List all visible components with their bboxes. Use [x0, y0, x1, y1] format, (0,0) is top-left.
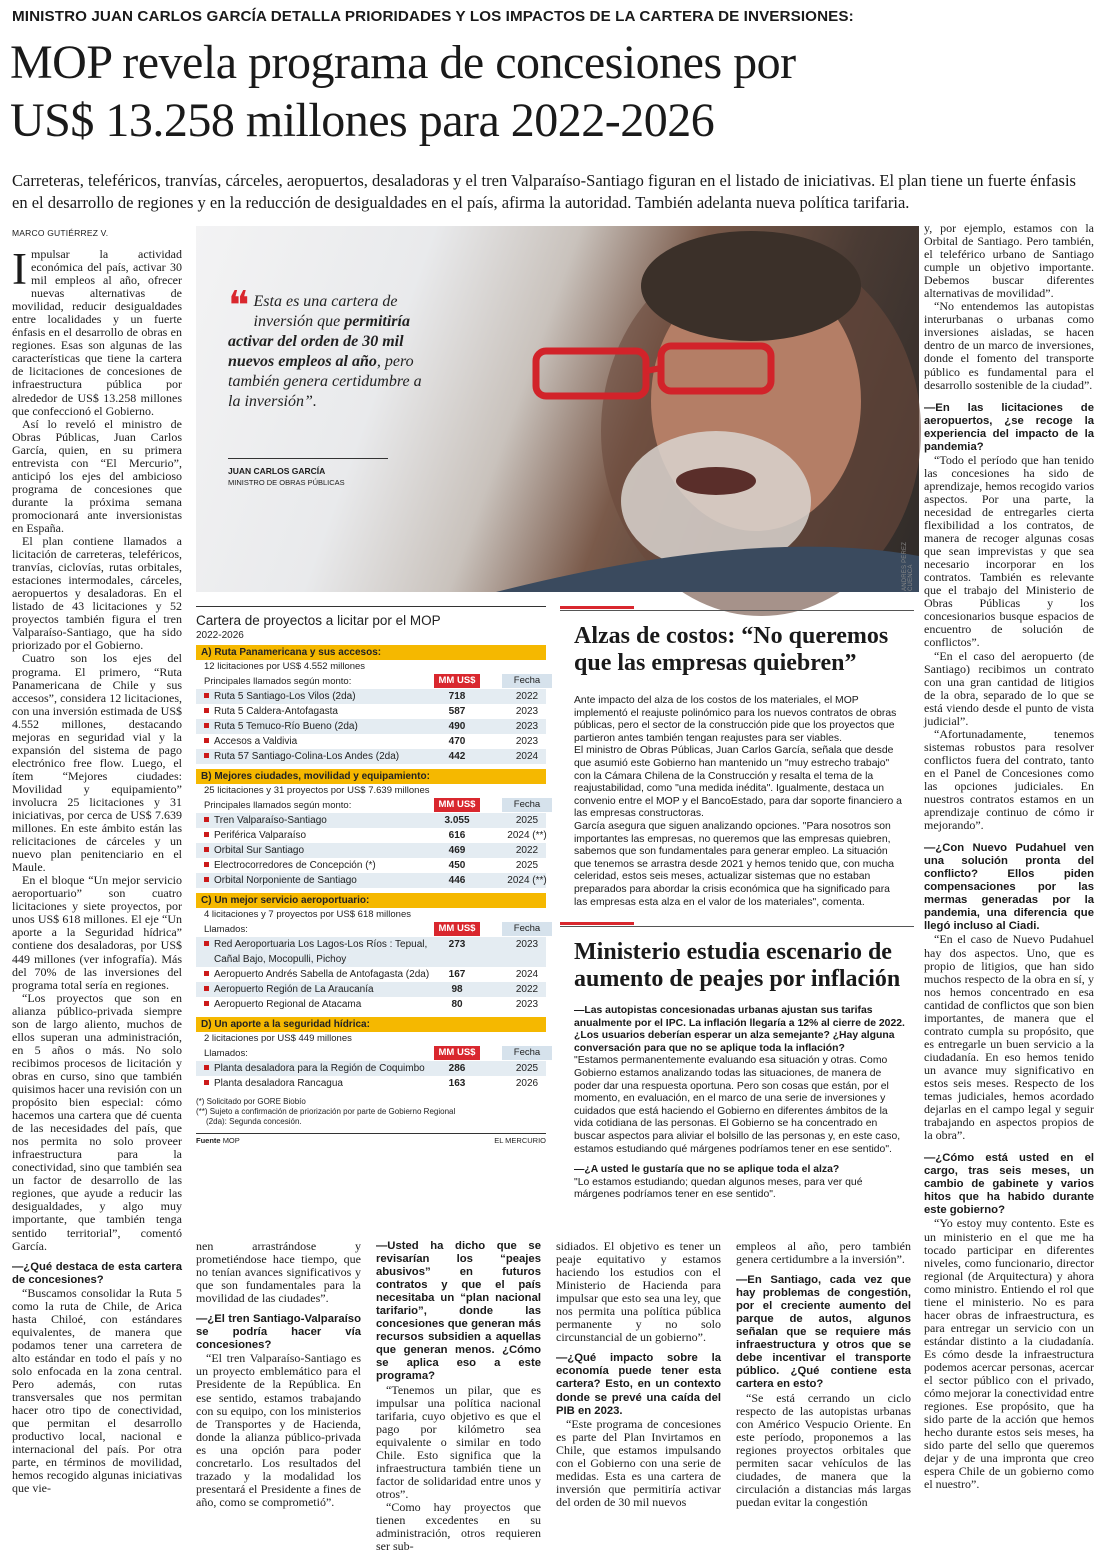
quote-author: JUAN CARLOS GARCÍA	[228, 466, 326, 476]
sidebar-tolls	[560, 922, 914, 1222]
section-summary: 12 licitaciones por US$ 4.552 millones	[204, 661, 366, 672]
section-title: B) Mejores ciudades, movilidad y equipamiento:	[196, 769, 546, 784]
paragraph: En el bloque “Un mejor servicio aeroportuario” son cuatro licitaciones y siete proyectos, por unos US$ 618 millones. El eje “Un aporte a la Seguridad hídrica” contiene dos desaladoras, por US$ 449 millones (ver infografía). Más del 70% de las inversiones del programa total sería en regiones.	[12, 873, 182, 992]
project-name-cont: Cañal Bajo, Mocopulli, Pichoy	[214, 954, 347, 965]
project-name: Ruta 5 Temuco-Río Bueno (2da)	[204, 719, 358, 734]
sidebar-body	[560, 1005, 914, 1202]
project-value: 167	[448, 969, 466, 980]
paragraph: “El tren Valparaíso-Santiago es un proyecto emblemático para el Presidente de la República. En ese sentido, estamos trabajando con su equipo, con los ministerios de Transportes y de Hacienda, donde la alianza público-privada es una opción para poder concretarlo. Los resultados del trazado y la modalidad los presentará el Presidente a fines de año, como se comprometió”.	[196, 1351, 361, 1509]
paragraph: “Se está cerrando un ciclo respecto de las autopistas urbanas con Américo Vespucio Oriente. En este período, proponemos a las regiones proyectos orbitales que permiten sacar vehículos de las ciudades, de manera que la circulación a distancias más largas puedan evitar la congestión	[736, 1390, 911, 1509]
sidebar-title: Alzas de costos: “No queremos que las empresas quiebren”	[574, 623, 889, 676]
bottom-column-2	[376, 1240, 541, 1553]
project-value: 616	[448, 830, 466, 841]
note: (*) Solicitado por GORE Biobío	[196, 1097, 306, 1106]
project-value: 490	[448, 721, 466, 732]
project-year: 2022	[515, 984, 539, 995]
project-year: 2024 (**)	[507, 875, 547, 886]
table-row	[196, 1061, 546, 1076]
project-year: 2025	[515, 860, 539, 871]
question: —¿Cómo está usted en el cargo, tras seis meses, un cambio de gabinete y varios hitos que ha habido durante este gobierno?	[924, 1152, 1094, 1217]
project-value: 450	[448, 860, 466, 871]
paragraph: “Como hay proyectos que tienen excedentes en su administración, otros requieren ser sub-	[376, 1499, 541, 1553]
project-value: 587	[448, 706, 466, 717]
section-title: D) Un aporte a la seguridad hídrica:	[196, 1017, 546, 1032]
quote-text-a: Esta es una cartera de inversión que	[253, 293, 398, 330]
table-row	[196, 967, 546, 982]
table-section	[196, 645, 546, 764]
project-name: Red Aeroportuaria Los Lagos-Los Ríos : Tepual,	[204, 937, 427, 952]
source: MOP	[222, 1136, 240, 1145]
project-value: 3.055	[444, 815, 470, 826]
bottom-column-4	[736, 1240, 911, 1510]
table-section	[196, 769, 546, 888]
project-year: 2024 (**)	[507, 830, 547, 841]
section-summary: 2 licitaciones por US$ 449 millones	[204, 1033, 352, 1044]
quote-role: MINISTRO DE OBRAS PÚBLICAS	[228, 478, 345, 487]
table-row	[196, 1076, 546, 1091]
table-title: Cartera de proyectos a licitar por el MOP	[196, 613, 441, 628]
bottom-column-3	[556, 1240, 721, 1510]
project-year: 2024	[515, 969, 539, 980]
paragraph: empleos al año, pero también genera certidumbre a la inversión”.	[736, 1239, 911, 1267]
left-column	[12, 244, 182, 1510]
sidebar-accent	[560, 606, 634, 609]
project-name: Orbital Norponiente de Santiago	[204, 873, 357, 888]
table-row	[196, 937, 546, 967]
paragraph: “Tenemos un pilar, que es impulsar una política nacional tarifaria, cuyo objetivo es que el pago por kilómetro sea equivalente o similar en todo Chile. Esto significa que la infraestructura también tiene un factor de solidaridad entre unos y otros”.	[376, 1382, 541, 1501]
project-year: 2023	[515, 939, 539, 950]
paragraph: “Todo el período que han tenido las concesiones ha sido de aprendizaje, hemos recogido varios aspectos. Por una parte, la necesidad de entregarles cierta flexibilidad a los contratos, de manera de recoger algunas cosas que sean imprevistas y que sea necesario incorporar en los contratos. También es relevante que el trabajo del Ministerio de Obras Públicas y los concesionarios busque espacios de encuentro de solución de conflictos”.	[924, 452, 1094, 650]
paragraph: “Buscamos consolidar la Ruta 5 como la ruta de Chile, de Arica hasta Chiloé, con estándares equivalentes, de manera que podamos tener una carretera de alto estándar en todo el país y no solo enfocada en la zona central. Pero además, con rutas transversales que nos permitan hacer otro tipo de conectividad, que permitan el desarrollo productivo local, nacional e internacional del país. Por otra parte, en términos de movilidad, hemos recogido algunas iniciativas que vie-	[12, 1285, 182, 1496]
paragraph: “No entendemos las autopistas interurbanas o urbanas como inversiones aisladas, se hacen dentro de un marco de inversiones, donde el fomento del transporte público es fundamental para el desarrollo sostenible de la ciudad”.	[924, 299, 1094, 392]
table-row	[196, 749, 546, 764]
table-subtitle: 2022-2026	[196, 630, 244, 641]
pull-quote	[228, 283, 438, 492]
project-value: 98	[451, 984, 463, 995]
headline-line-2: US$ 13.258 millones para 2022-2026	[10, 94, 715, 147]
mm-header: MM US$	[434, 798, 480, 812]
question: —¿El tren Santiago-Valparaíso se podría hacer vía concesiones?	[196, 1313, 361, 1352]
photo-credit: ANDRÉS PÉREZ CUENCA	[902, 541, 914, 591]
fecha-header: Fecha	[502, 922, 552, 936]
section-summary: 25 licitaciones y 31 proyectos por US$ 7.639 millones	[204, 785, 430, 796]
project-year: 2023	[515, 721, 539, 732]
table-section	[196, 893, 546, 1012]
paragraph: El plan contiene llamados a licitación de carreteras, teleféricos, tranvías, ciclovías, rutas orbitales, estaciones intermodales, cárceles, aeropuertos y desaladoras. En el listado de 43 licitaciones y 52 proyectos también figura el tren Valparaíso-Santiago, que ha sido priorizado por el Gobierno.	[12, 534, 182, 653]
credit: EL MERCURIO	[494, 1136, 546, 1145]
project-value: 80	[451, 999, 463, 1010]
project-name: Electrocorredores de Concepción (*)	[204, 858, 376, 873]
question: —¿Qué impacto sobre la economía puede tener esta cartera? Esto, en un contexto donde se prevé una caída del PIB en 2023.	[556, 1352, 721, 1417]
minister-photo	[196, 226, 919, 592]
project-name: Planta desaladora para la Región de Coquimbo	[204, 1061, 425, 1076]
paragraph: sidiados. El objetivo es tener un peaje equitativo y estamos haciendo los estudios con el Ministerio de Hacienda para impulsar que esto sea una ley, que nos permita una política pública permanente y no solo circunstancial de un gobierno”.	[556, 1239, 721, 1345]
section-title: A) Ruta Panamericana y sus accesos:	[196, 645, 546, 660]
project-name: Ruta 57 Santiago-Colina-Los Andes (2da)	[204, 749, 399, 764]
source-label: Fuente	[196, 1136, 221, 1145]
question: —En las licitaciones de aeropuertos, ¿se recoge la experiencia del impacto de la pandemia?	[924, 401, 1094, 453]
project-year: 2024	[515, 751, 539, 762]
table-row	[196, 734, 546, 749]
paragraph: "Lo estamos estudiando; quedan algunos meses, para ver qué márgenes podríamos tener en ese sentido".	[574, 1176, 863, 1201]
paragraph: Ante impacto del alza de los costos de los materiales, el MOP implementó el reajuste polinómico para los nuevos contratos de obras públicas, pero el sector de la construcción pide que los proyectos que partieron antes también tengan reajustes para ser viables.	[574, 695, 897, 744]
sidebar-costs	[560, 606, 914, 908]
question: —¿Qué destaca de esta cartera de concesiones?	[12, 1260, 182, 1286]
project-name: Aeropuerto Región de La Araucanía	[204, 982, 374, 997]
quote-mark-icon: ❝	[228, 283, 250, 328]
paragraph: “En el caso del aeropuerto (de Santiago) recibimos un contrato con una gran cantidad de litigios de la obra, separado de lo que se está viendo desde el punto de vista judicial”.	[924, 648, 1094, 728]
project-value: 470	[448, 736, 466, 747]
section-label: Llamados:	[204, 924, 248, 935]
paragraph: Cuatro son los ejes del programa. El primero, “Ruta Panamericana de Chile y sus accesos”, considera 12 licitaciones, con una inversión estimada de US$ 4.552 millones, destacando mejoras en seguridad vial y la expansión del sistema de pago electrónico free flow. Luego, el ítem “Mejores ciudades: Movilidad y equipamiento” involucra 25 licitaciones y 31 iniciativas, por cerca de US$ 7.639 millones. En este ámbito están las relicitaciones de cárceles y un nuevo plan penitenciario en el Maule.	[12, 651, 182, 875]
project-year: 2025	[515, 815, 539, 826]
project-year: 2023	[515, 706, 539, 717]
project-name: Aeropuerto Andrés Sabella de Antofagasta (2da)	[204, 967, 429, 982]
table-row	[196, 843, 546, 858]
note: (**) Sujeto a confirmación de priorización por parte de Gobierno Regional	[196, 1107, 456, 1116]
section-label: Principales llamados según monto:	[204, 676, 352, 687]
paragraph: “En el caso de Nuevo Pudahuel hay dos aspectos. Uno, que es propio de litigios, que han sido muchos respecto de la obra en sí, y nos hemos concentrado en esa cantidad de conflictos que son bien importantes, de manera que el contrato cumpla su propósito, que es entregarle un buen servicio a la ciudadanía. En eso hemos tenido un avance muy significativo en estos seis meses. Respecto de los temas judiciales, hemos acordado dejarlas en el campo legal y seguir trabajando en aspectos propios de la obra”.	[924, 932, 1094, 1143]
paragraph: “Afortunadamente, tenemos sistemas robustos para resolver conflictos fuera del contrato, tanto en el Panel de Concesiones como las opciones judiciales. En nuestros contratos estamos en un aprendizaje continuo de cómo ir mejorando”.	[924, 726, 1094, 833]
paragraph: “Este programa de concesiones es parte del Plan Invirtamos en Chile, que estamos impulsando con el Gobierno con una serie de medidas. Esta es una cartera de inversión que permitiría activar del orden de 30 mil nuevos	[556, 1416, 721, 1509]
project-year: 2025	[515, 1063, 539, 1074]
fecha-header: Fecha	[502, 798, 552, 812]
section-label: Principales llamados según monto:	[204, 800, 352, 811]
question: —¿A usted le gustaría que no se aplique toda el alza?	[574, 1164, 840, 1176]
project-year: 2023	[515, 999, 539, 1010]
project-year: 2022	[515, 691, 539, 702]
paragraph: mpulsar la actividad económica del país, activar 30 mil empleos al año, ofrecer nuevas alternativas de movilidad, reducir desigualdades entre localidades y un fuerte énfasis en el desarrollo de obras en regiones. Esas son algunas de las características que tiene la cartera de licitaciones de concesiones de infraestructura pública por alrededor de US$ 13.258 millones que confeccionó el Gobierno.	[12, 247, 182, 418]
dropcap: I	[12, 244, 27, 294]
project-value: 718	[448, 691, 466, 702]
project-name: Ruta 5 Caldera-Antofagasta	[204, 704, 338, 719]
mm-header: MM US$	[434, 922, 480, 936]
project-value: 469	[448, 845, 466, 856]
fecha-header: Fecha	[502, 674, 552, 688]
paragraph: "Estamos permanentemente evaluando esa situación y otras. Como Gobierno estamos analizando todas las situaciones, de manera de poder dar una respuesta oportuna. Pero son cosas que están, por el momento, en evaluación, en el marco de una serie de inversiones y cuidados que está haciendo el Gobierno en diferentes ámbitos de la vida cotidiana de las personas. El Gobierno se ha concentrado en buscar aspectos para aliviar el bolsillo de las personas y, en este caso, estamos estudiando qué márgenes podríamos tener en ese sentido".	[574, 1055, 901, 1155]
project-value: 286	[448, 1063, 466, 1074]
project-name: Orbital Sur Santiago	[204, 843, 304, 858]
project-value: 446	[448, 875, 466, 886]
sidebar-accent	[560, 922, 634, 925]
sidebar-body	[560, 695, 914, 909]
project-name: Aeropuerto Regional de Atacama	[204, 997, 361, 1012]
project-name: Tren Valparaíso-Santiago	[204, 813, 327, 828]
project-name: Periférica Valparaíso	[204, 828, 306, 843]
paragraph: “Los proyectos que son en alianza público-privada siempre son de largo aliento, muchos de ellos superan una administración, en 5 años o más. No solo recibimos procesos de licitación y obras en curso, sino que también quisimos hacer una revisión con un propósito bien especial: cómo hacemos una cartera que dé cuenta de las necesidades del país, que nos permita no solo proveer infraestructura para la conectividad, sino que también sea un factor de desarrollo de las regiones, que ayude a reducir las desigualdades, y algo muy importante, que también tenga sentido territorial”, comentó García.	[12, 990, 182, 1253]
project-year: 2026	[515, 1078, 539, 1089]
note: (2da): Segunda concesión.	[206, 1117, 302, 1126]
quote-divider	[228, 458, 388, 459]
question: —¿Con Nuevo Pudahuel ven una solución pronta del conflicto? Ellos piden compensaciones por las mermas generadas por la pandemia, una diferencia que llegó incluso al Ciadi.	[924, 842, 1094, 933]
table-notes	[196, 1097, 546, 1127]
paragraph: El ministro de Obras Públicas, Juan Carlos García, señala que desde que asumió este Gobierno han mantenido un "muy estrecho trabajo" con la Cámara Chilena de la Construcción y resalta el tema de la reajustabilidad, como "una medida inédita". Igualmente, destaca un convenio entre el MOP y el BancoEstado, para dar soporte financiero a las empresas constructoras.	[574, 745, 902, 820]
paragraph: y, por ejemplo, estamos con la Orbital de Santiago. Pero también, el teleférico urbano de Santiago cumple un objetivo importante. Debemos buscar diferentes alternativas de movilidad”.	[924, 221, 1094, 301]
paragraph: Así lo reveló el ministro de Obras Públicas, Juan Carlos García, quien, en su primera entrevista con “El Mercurio”, anticipó los ejes del ambicioso programa de concesiones que durante la próxima semana promocionará ante inversionistas en España.	[12, 416, 182, 535]
project-value: 163	[448, 1078, 466, 1089]
project-name: Planta desaladora Rancagua	[204, 1076, 343, 1091]
sidebar-title: Ministerio estudia escenario de aumento de peajes por inflación	[574, 939, 901, 992]
table-section	[196, 1017, 546, 1091]
question: —Las autopistas concesionadas urbanas ajustan sus tarifas anualmente por el IPC. La inflación llegaría a 12% al cierre de 2022. ¿Los usuarios deberían esperar un alza semejante? ¿Hay alguna conversación para que no se aplique toda la inflación?	[574, 1005, 905, 1054]
table-row	[196, 858, 546, 873]
projects-table	[196, 606, 546, 1218]
section-summary: 4 licitaciones y 7 proyectos por US$ 618 millones	[204, 909, 411, 920]
table-row	[196, 813, 546, 828]
mm-header: MM US$	[434, 1046, 480, 1060]
project-value: 273	[448, 939, 466, 950]
project-year: 2023	[515, 736, 539, 747]
right-column	[924, 222, 1094, 1510]
table-row	[196, 719, 546, 734]
question: —Usted ha dicho que se revisarían los “peajes abusivos” en futuros contratos y que el país necesitaba un “plan nacional tarifario”, donde las concesiones que generan más recursos subsidien a aquellas que generan menos. ¿Cómo se aplica eso a este programa?	[376, 1240, 541, 1383]
table-row	[196, 982, 546, 997]
paragraph: García asegura que siguen analizando opciones. "Para nosotros son importantes las empresas, no queremos que las empresas quiebren, sabemos que son fundamentales para generar empleo. La situación que tenemos se arrastra desde 2021 y hemos tenido que, con mucha celeridad, estos seis meses, actualizar sistemas que no estaban preparados para abordar la crisis económica que ha significado para las empresas esta alza en el valor de los materiales", comenta.	[574, 820, 894, 908]
paragraph: nen arrastrándose y prometiéndose hace tiempo, que no tenían avances significativos y que son fundamentales para la movilidad de las ciudades”.	[196, 1239, 361, 1306]
table-row	[196, 704, 546, 719]
table-row	[196, 689, 546, 704]
project-name: Ruta 5 Santiago-Los Vilos (2da)	[204, 689, 356, 704]
project-value: 442	[448, 751, 466, 762]
byline: MARCO GUTIÉRREZ V.	[12, 228, 109, 238]
quote-text-c: , pero también genera certidumbre a la inversión”.	[228, 353, 422, 410]
table-row	[196, 873, 546, 888]
paragraph: “Yo estoy muy contento. Este es un ministerio en el que me ha tocado participar en diferentes niveles, como funcionario, director regional (de Arquitectura) y ahora como ministro. Entiendo el rol que tiene el ministerio. No es para hacer obras de infraestructura, es para entregar un servicio con un estándar distinto a la ciudadanía. Es cómo desde la infraestructura podemos acercar personas, acercar el sector público con el privado, cómo mejorar la conectividad entre regiones. Ese propósito, que ha sido parte de la acción que hemos hecho durante estos seis meses, ha sido parte del sello que queremos dejar y de una impronta que creo espera Chile de un gobierno como el nuestro”.	[924, 1216, 1094, 1492]
section-label: Llamados:	[204, 1048, 248, 1059]
quote-text-b: permitiría activar del orden de 30 mil nuevos empleos al año	[228, 313, 410, 370]
section-title: C) Un mejor servicio aeroportuario:	[196, 893, 546, 908]
project-name: Accesos a Valdivia	[204, 734, 297, 749]
deck: Carreteras, teleféricos, tranvías, cárceles, aeropuertos, desaladoras y el tren Valparaíso-Santiago figuran en el listado de iniciativas. El plan tiene un fuerte énfasis en el desarrollo de regiones y en la reducción de desigualdades en el país, afirma la autoridad. También adelanta nueva política tarifaria.	[12, 171, 1076, 212]
bottom-column-1	[196, 1240, 361, 1510]
question: —En Santiago, cada vez que hay problemas de congestión, por el creciente aumento del parque de autos, algunos señalan que se requiere más infraestructura y otros que se debe incentivar el transporte público. ¿Qué contiene esta cartera en esto?	[736, 1274, 911, 1391]
project-year: 2022	[515, 845, 539, 856]
mm-header: MM US$	[434, 674, 480, 688]
fecha-header: Fecha	[502, 1046, 552, 1060]
table-row	[196, 997, 546, 1012]
table-row	[196, 828, 546, 843]
kicker: MINISTRO JUAN CARLOS GARCÍA DETALLA PRIORIDADES Y LOS IMPACTOS DE LA CARTERA DE INVERSIONES:	[12, 8, 854, 25]
headline-line-1: MOP revela programa de concesiones por	[10, 36, 796, 89]
